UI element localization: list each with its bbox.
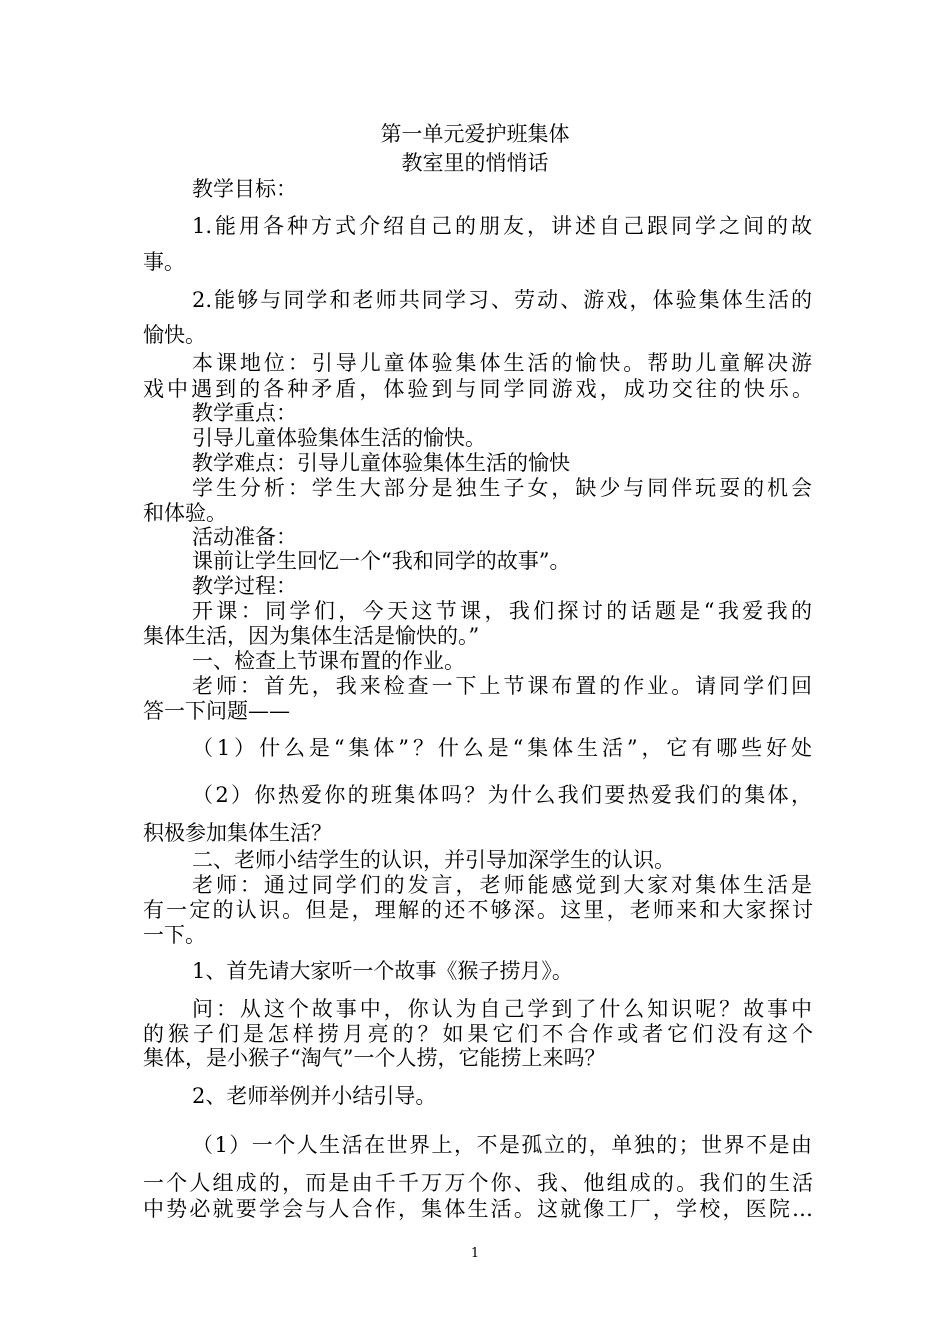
paragraph-line: 愉快。	[143, 323, 206, 347]
paragraph-line: 和体验。	[143, 501, 227, 525]
paragraph-line: 问：从这个故事中，你认为自己学到了什么知识呢？故事中	[192, 997, 812, 1021]
page-number: 1	[470, 1246, 480, 1261]
heading-teaching-process: 教学过程：	[192, 574, 297, 598]
paragraph-line: 戏中遇到的各种矛盾，体验到与同学同游戏，成功交往的快乐。	[143, 377, 813, 401]
paragraph-line: 2、老师举例并小结引导。	[192, 1084, 437, 1108]
paragraph-line: 老师：首先，我来检查一下上节课布置的作业。请同学们回	[192, 674, 812, 698]
paragraph-line: （1）一个人生活在世界上，不是孤立的，单独的；世界不是由	[192, 1133, 812, 1157]
paragraph-line: 一下。	[143, 923, 206, 947]
paragraph-line: 开课：同学们，今天这节课，我们探讨的话题是“我爱我的	[192, 599, 812, 623]
heading-activity-prep: 活动准备：	[192, 525, 297, 549]
document-subtitle: 教室里的悄悄话	[401, 151, 549, 175]
paragraph-line: 答一下问题——	[143, 699, 290, 723]
paragraph-line: 老师：通过同学们的发言，老师能感觉到大家对集体生活是	[192, 873, 812, 897]
section-heading: 二、老师小结学生的认识，并引导加深学生的认识。	[192, 848, 675, 872]
paragraph-line: 引导儿童体验集体生活的愉快。	[192, 426, 486, 450]
heading-teaching-goals: 教学目标：	[192, 177, 297, 201]
section-heading: 一、检查上节课布置的作业。	[192, 649, 465, 673]
question-line: （1）什么是“集体”？什么是“集体生活”，它有哪些好处	[192, 736, 812, 760]
paragraph-line: 课前让学生回忆一个“我和同学的故事”。	[192, 549, 571, 573]
paragraph-line: 集体，是小猴子“淘气”一个人捞，它能捞上来吗？	[143, 1046, 606, 1070]
paragraph-line: 学生分析：学生大部分是独生子女，缺少与同伴玩耍的机会	[192, 476, 812, 500]
paragraph-line: 事。	[143, 250, 185, 274]
paragraph-line: 教学难点：引导儿童体验集体生活的愉快	[192, 451, 570, 475]
paragraph-line: 本课地位：引导儿童体验集体生活的愉快。帮助儿童解决游	[192, 351, 812, 375]
paragraph-line: 一个人组成的，而是由千千万万个你、我、他组成的。我们的生活	[143, 1171, 813, 1195]
document-title: 第一单元爱护班集体	[380, 122, 570, 146]
paragraph-line: 中势必就要学会与人合作，集体生活。这就像工厂，学校，医院…	[143, 1197, 813, 1221]
paragraph-line: 1、首先请大家听一个故事《猴子捞月》。	[192, 959, 573, 983]
paragraph-line: 2.能够与同学和老师共同学习、劳动、游戏，体验集体生活的	[192, 288, 812, 312]
paragraph-line: 的猴子们是怎样捞月亮的？如果它们不合作或者它们没有这个	[143, 1022, 813, 1046]
heading-key-points: 教学重点：	[192, 401, 297, 425]
question-line: （2）你热爱你的班集体吗？为什么我们要热爱我们的集体，	[192, 783, 812, 807]
paragraph-line: 集体生活，因为集体生活是愉快的。”	[143, 624, 480, 648]
paragraph-line: 有一定的认识。但是，理解的还不够深。这里，老师来和大家探讨	[143, 898, 813, 922]
paragraph-line: 积极参加集体生活？	[143, 821, 332, 845]
paragraph-line: 1.能用各种方式介绍自己的朋友，讲述自己跟同学之间的故	[192, 214, 812, 238]
